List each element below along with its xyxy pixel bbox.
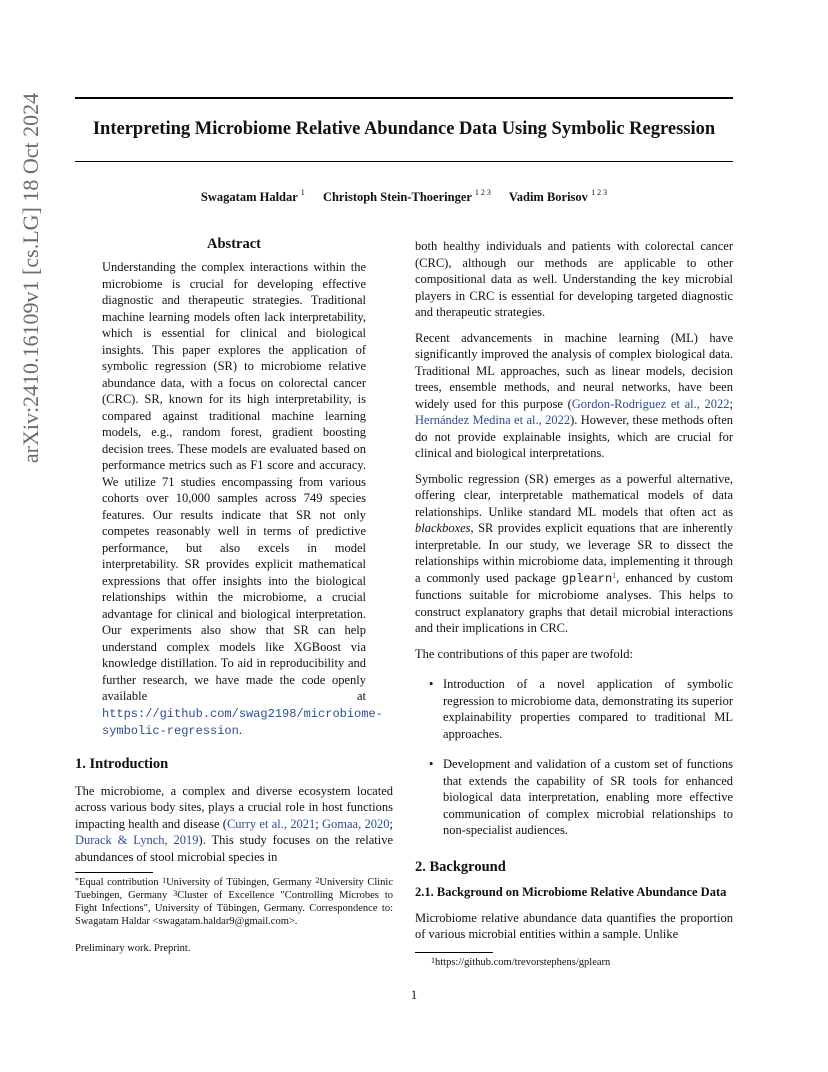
footnote-marker: 3: [173, 889, 178, 898]
list-item: [415, 676, 733, 742]
paragraph-text: , enhanced by custom functions suitable for microbiome analyses. This helps to construct explanatory graphs that detail microbial interactions and their implications in CRC.: [415, 570, 733, 635]
citation-link[interactable]: Curry et al., 2021: [226, 816, 316, 831]
paragraph-text: Symbolic regression (SR) emerges as a powerful alternative, offering clear, interpretable mathematical models of data relationships. Unlike standard ML models that often act as: [415, 471, 733, 519]
background-heading: 2. Background: [415, 858, 506, 875]
title-top-rule: [75, 97, 733, 99]
citation-link[interactable]: Gomaa, 2020: [322, 816, 390, 831]
citation-link[interactable]: Hernández Medina et al., 2022: [415, 413, 571, 427]
package-name: gplearn: [561, 571, 613, 586]
emphasis-text: blackboxes: [415, 521, 471, 535]
intro-text: The microbiome, a complex and diverse ecosystem located across various body sites, plays a crucial role in host functions impacting health and disease (: [75, 783, 393, 831]
author-name: Swagatam Haldar: [200, 190, 298, 204]
author-affiliation: 1 2 3: [591, 188, 608, 197]
footnote: [415, 956, 733, 969]
bullet-icon: •: [429, 677, 434, 691]
paper-title: Interpreting Microbiome Relative Abundance Data Using Symbolic Regression: [92, 119, 716, 139]
citation-separator: ;: [729, 396, 734, 411]
background-subheading: 2.1. Background on Microbiome Relative Abundance Data: [415, 885, 727, 899]
preprint-note: Preliminary work. Preprint.: [75, 943, 191, 954]
right-column: [415, 238, 733, 943]
abstract-text: Understanding the complex interactions within the microbiome is crucial for developing effective diagnostic and therapeutic strategies. Traditional machine learning models often lack interpretability, which is essential for clinical and biological insights. This paper explores the application of symbolic regression (SR) to microbiome relative abundance data, with a focus on colorectal cancer (CRC). SR, known for its high interpretability, is compared against traditional machine learning models, e.g., random forest, gradient boosting decision trees. These models are evaluated based on performance metrics such as F1 score and accuracy. We utilize 71 studies encompassing from various cohorts over 10,000 samples across 749 species features. Our results indicate that SR not only competes reasonably well in terms of predictive performance, but also excels in model interpretability. SR provides explicit mathematical expressions that offer insights into the biological relationships within the microbiome, a crucial advantage for clinical and biological interpretation. Our experiments also show that SR can help understand complex models like XGBoost via knowledge distillation. To aid in reproducibility and further research, we have made the code openly available at: [102, 260, 366, 703]
list-item-text: Introduction of a novel application of symbolic regression to microbiome data, demonstrating its superior explainability properties compared to traditional ML approaches.: [443, 677, 733, 741]
footnote-rule: [75, 872, 153, 873]
abstract-heading: Abstract: [207, 236, 261, 252]
abstract-end: .: [238, 723, 242, 737]
footnote-marker: *: [75, 876, 79, 885]
affiliations-footnote: [75, 876, 393, 955]
page-number: 1: [410, 988, 418, 1002]
paragraph-text: , SR provides explicit equations that are inherently interpretable. In our study, we leverage SR to dissect the relationships within microbiome data, implementing it through a commonly used package: [415, 521, 733, 585]
citation-link[interactable]: Durack & Lynch, 2019: [75, 833, 199, 847]
footnote-text: University Clinic Tuebingen, Germany: [75, 877, 394, 901]
author-name: Vadim Borisov: [508, 190, 588, 204]
paragraph-text: ). However, these methods often do not provide explainable insights, which are crucial for clinical and biological interpretations.: [415, 413, 733, 460]
footnote-ref-link[interactable]: 1: [612, 570, 617, 580]
author-affiliation: 1 2 3: [474, 188, 491, 197]
footnote-marker: 1: [162, 876, 167, 885]
intro-section: [75, 756, 393, 865]
footnote-marker: 1: [431, 956, 435, 965]
arxiv-sidebar-id: arXiv:2410.16109v1 [cs.LG] 18 Oct 2024: [18, 92, 43, 464]
title-bottom-rule: [75, 161, 733, 162]
author-name: Christoph Stein-Thoeringer: [322, 190, 472, 204]
intro-heading: 1. Introduction: [75, 756, 169, 772]
citation-separator: ;: [389, 816, 393, 831]
list-item: [415, 756, 733, 839]
author-list: [75, 190, 733, 205]
paragraph-text: Recent advancements in machine learning (ML) have significantly improved the analysis of complex biological data. Traditional ML approaches, such as linear models, decision trees, ensemble methods, and neural networks, have been widely used for this purpose (: [415, 330, 733, 411]
paragraph: both healthy individuals and patients with colorectal cancer (CRC), although our methods are applicable to other compositional data as well. Understanding the key microbial players in CRC is essential for developing targeted diagnostic and therapeutic strategies.: [415, 239, 733, 319]
affiliations-text: [75, 876, 393, 928]
citation-separator: ;: [315, 816, 322, 831]
footnote-text: University of Tübingen, Germany: [166, 877, 312, 888]
footnote-marker: 2: [315, 876, 320, 885]
bullet-icon: •: [429, 757, 434, 771]
paragraph: Microbiome relative abundance data quantifies the proportion of various microbial entities within a sample. Unlike: [415, 910, 733, 941]
intro-text: ). This study focuses on the relative abundances of stool microbial species in: [75, 833, 393, 864]
code-link[interactable]: https://github.com/swag2198/microbiome-symbolic-regression: [102, 706, 383, 738]
intro-paragraph: [75, 783, 393, 866]
footnote-rule: [415, 952, 493, 953]
footnote-text: Cluster of Excellence "Controlling Microbes to Fight Infections", University of Tübingen, Germany. Correspondence to: Swagatam Haldar <swagatam.haldar9@gmail.com>.: [75, 890, 393, 927]
citation-link[interactable]: Gordon-Rodriguez et al., 2022: [571, 396, 730, 411]
list-item-text: Development and validation of a custom set of functions that extends the capability of SR tools for enhanced biological data interpretation, enabling more effective communication of complex microbial relationships to non-specialist audiences.: [443, 757, 733, 837]
author-affiliation: 1: [300, 188, 305, 197]
paragraph: The contributions of this paper are twofold:: [415, 646, 633, 661]
gplearn-footnote: [415, 956, 733, 969]
contributions-list: [415, 676, 733, 839]
footnote-text: Equal contribution: [79, 877, 159, 888]
paragraph: [415, 471, 733, 637]
footnote-url: https://github.com/trevorstephens/gplearn: [435, 957, 611, 968]
paragraph: [415, 330, 733, 462]
abstract-body: [102, 259, 383, 740]
